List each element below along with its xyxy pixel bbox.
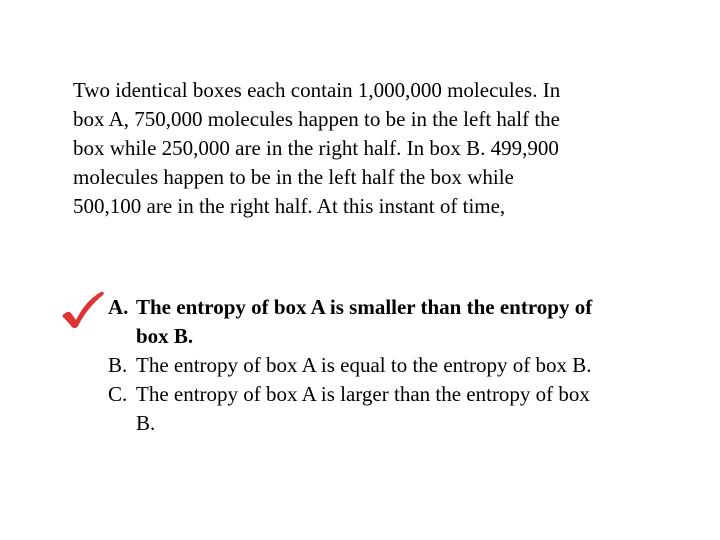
question-text: Two identical boxes each contain 1,000,000 molecules. In box A, 750,000 molecules happen to be in the left half the box while 250,000 are in the right half. In box B. 499,900 molecules happen to be in the left half the box while 500,100 are in the right half. At this instant of time, — [73, 78, 561, 218]
option-a-text: The entropy of box A is smaller than the entropy of box B. — [136, 295, 593, 348]
answer-options — [108, 293, 608, 438]
option-b[interactable] — [108, 351, 608, 380]
option-a-letter: A. — [108, 295, 129, 319]
option-b-letter: B. — [108, 353, 128, 377]
option-c-text: The entropy of box A is larger than the entropy of box B. — [136, 382, 590, 435]
option-c[interactable] — [108, 380, 608, 438]
checkmark-icon — [60, 290, 106, 330]
option-a[interactable] — [108, 293, 608, 351]
option-b-text: The entropy of box A is equal to the entropy of box B. — [136, 353, 592, 377]
option-c-letter: C. — [108, 382, 128, 406]
